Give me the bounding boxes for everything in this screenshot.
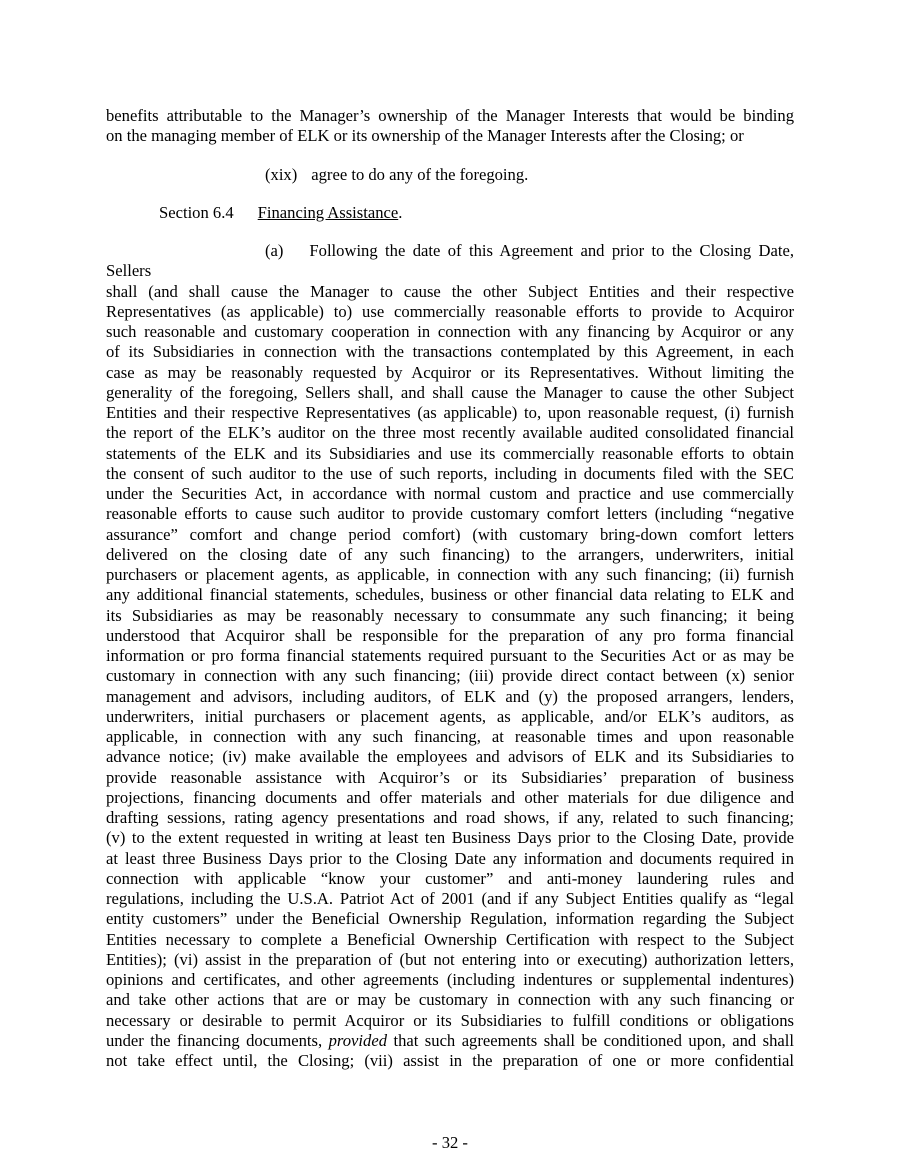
paragraph-line: purchasers or placement agents, as applicable, in connection with any such financing; (ii) furnish bbox=[106, 565, 794, 584]
paragraph-line: its Subsidiaries as may be reasonably necessary to consummate any such financing; it being bbox=[106, 605, 794, 625]
intro-paragraph bbox=[106, 106, 794, 147]
paragraph-line: Entities); (vi) assist in the preparation of (but not entering into or executing) authorization letters, bbox=[106, 949, 794, 969]
list-item-text: agree to do any of the foregoing. bbox=[311, 165, 529, 184]
section-heading bbox=[159, 203, 402, 223]
paragraph-line: generality of the foregoing, Sellers shall, and shall cause the Manager to cause the other Subject bbox=[106, 382, 794, 402]
provided-italic: provided bbox=[328, 1030, 387, 1050]
paragraph-provided-line bbox=[106, 1031, 794, 1051]
section-label: Section 6.4 bbox=[159, 203, 234, 222]
provided-pre: under the financing documents, bbox=[106, 1030, 323, 1050]
provided-post: that such agreements shall be conditioned upon, and shall bbox=[393, 1030, 794, 1050]
paragraph-line: understood that Acquiror shall be responsible for the preparation of any pro forma financial bbox=[106, 625, 794, 645]
paragraph-line: Following the date of this Agreement and prior to the Closing Date, Sellers bbox=[106, 241, 794, 281]
paragraph-line: shall (and shall cause the Manager to cause the other Subject Entities and their respective bbox=[106, 281, 794, 301]
paragraph-line: entity customers” under the Beneficial Ownership Regulation, information regarding the Subject bbox=[106, 909, 794, 929]
list-item-xix bbox=[265, 165, 528, 185]
paragraph-line: regulations, including the U.S.A. Patriot Act of 2001 (and if any Subject Entities qualify as “legal bbox=[106, 889, 794, 908]
paragraph-line: the report of the ELK’s auditor on the three most recently available audited consolidated financial bbox=[106, 423, 794, 443]
section-title-period: . bbox=[398, 203, 403, 222]
paragraph-line: information or pro forma financial statements required pursuant to the Securities Act or as may be bbox=[106, 646, 794, 665]
paragraph-line: Entities and their respective Representatives (as applicable) to, upon reasonable request, (i) furnish bbox=[106, 403, 794, 422]
paragraph-line: under the Securities Act, in accordance with normal custom and practice and use commercially bbox=[106, 484, 794, 503]
paragraph-line: such reasonable and customary cooperation in connection with any financing by Acquiror or any bbox=[106, 322, 794, 341]
paragraph-line: assurance” comfort and change period comfort) (with customary bring-down comfort letters bbox=[106, 524, 794, 544]
paragraph-marker: (a) bbox=[265, 241, 284, 260]
paragraph-line: opinions and certificates, and other agreements (including indentures or supplemental indentures) bbox=[106, 970, 794, 989]
section-title: Financing Assistance bbox=[257, 203, 399, 222]
paragraph-line: advance notice; (iv) make available the employees and advisors of ELK and its Subsidiaries to bbox=[106, 747, 794, 767]
paragraph-line: management and advisors, including auditors, of ELK and (y) the proposed arrangers, lenders, bbox=[106, 686, 794, 706]
paragraph-line: the consent of such auditor to the use of such reports, including in documents filed with the SEC bbox=[106, 463, 794, 483]
paragraph-line: of its Subsidiaries in connection with the transactions contemplated by this Agreement, in each bbox=[106, 342, 794, 362]
paragraph-line: not take effect until, the Closing; (vii) assist in the preparation of one or more confidential bbox=[106, 1051, 794, 1070]
paragraph-line: any additional financial statements, schedules, business or other financial data relating to ELK and bbox=[106, 585, 794, 605]
paragraph-line: delivered on the closing date of any such financing) to the arrangers, underwriters, initial bbox=[106, 544, 794, 564]
intro-line: on the managing member of ELK or its ownership of the Manager Interests after the Closing; or bbox=[106, 126, 744, 146]
paragraph-first-line bbox=[106, 241, 794, 282]
paragraph-line: drafting sessions, rating agency presentations and road shows, if any, related to such financing; bbox=[106, 808, 794, 827]
paragraph-line: case as may be reasonably requested by Acquiror or its Representatives. Without limiting the bbox=[106, 362, 794, 382]
paragraph-line: applicable, in connection with any such financing, at reasonable times and upon reasonable bbox=[106, 727, 794, 746]
paragraph-line: connection with applicable “know your customer” and anti-money laundering rules and bbox=[106, 868, 794, 888]
paragraph-line: underwriters, initial purchasers or placement agents, as applicable, and/or ELK’s auditors, as bbox=[106, 706, 794, 726]
paragraph-line: customary in connection with any such financing; (iii) provide direct contact between (x) senior bbox=[106, 666, 794, 686]
paragraph-a bbox=[106, 241, 794, 1071]
paragraph-line: at least three Business Days prior to the Closing Date any information and documents required in bbox=[106, 848, 794, 868]
paragraph-line: projections, financing documents and offer materials and other materials for due diligence and bbox=[106, 787, 794, 807]
paragraph-line: necessary or desirable to permit Acquiror or its Subsidiaries to fulfill conditions or obligations bbox=[106, 1010, 794, 1030]
paragraph-line: Representatives (as applicable) to) use commercially reasonable efforts to provide to Acquiror bbox=[106, 301, 794, 321]
paragraph-line: Entities necessary to complete a Beneficial Ownership Certification with respect to the Subject bbox=[106, 929, 794, 949]
paragraph-line: provide reasonable assistance with Acquiror’s or its Subsidiaries’ preparation of business bbox=[106, 767, 794, 787]
paragraph-line: reasonable efforts to cause such auditor to provide customary comfort letters (including “negative bbox=[106, 504, 794, 524]
list-item-number: (xix) bbox=[265, 165, 298, 184]
intro-line: benefits attributable to the Manager’s ownership of the Manager Interests that would be binding bbox=[106, 106, 794, 125]
paragraph-line: and take other actions that are or may be customary in connection with any such financing or bbox=[106, 990, 794, 1010]
page-number: - 32 - bbox=[432, 1133, 468, 1152]
paragraph-line: statements of the ELK and its Subsidiaries and use its commercially reasonable efforts to obtain bbox=[106, 443, 794, 463]
paragraph-line: (v) to the extent requested in writing at least ten Business Days prior to the Closing Date, provide bbox=[106, 828, 794, 848]
